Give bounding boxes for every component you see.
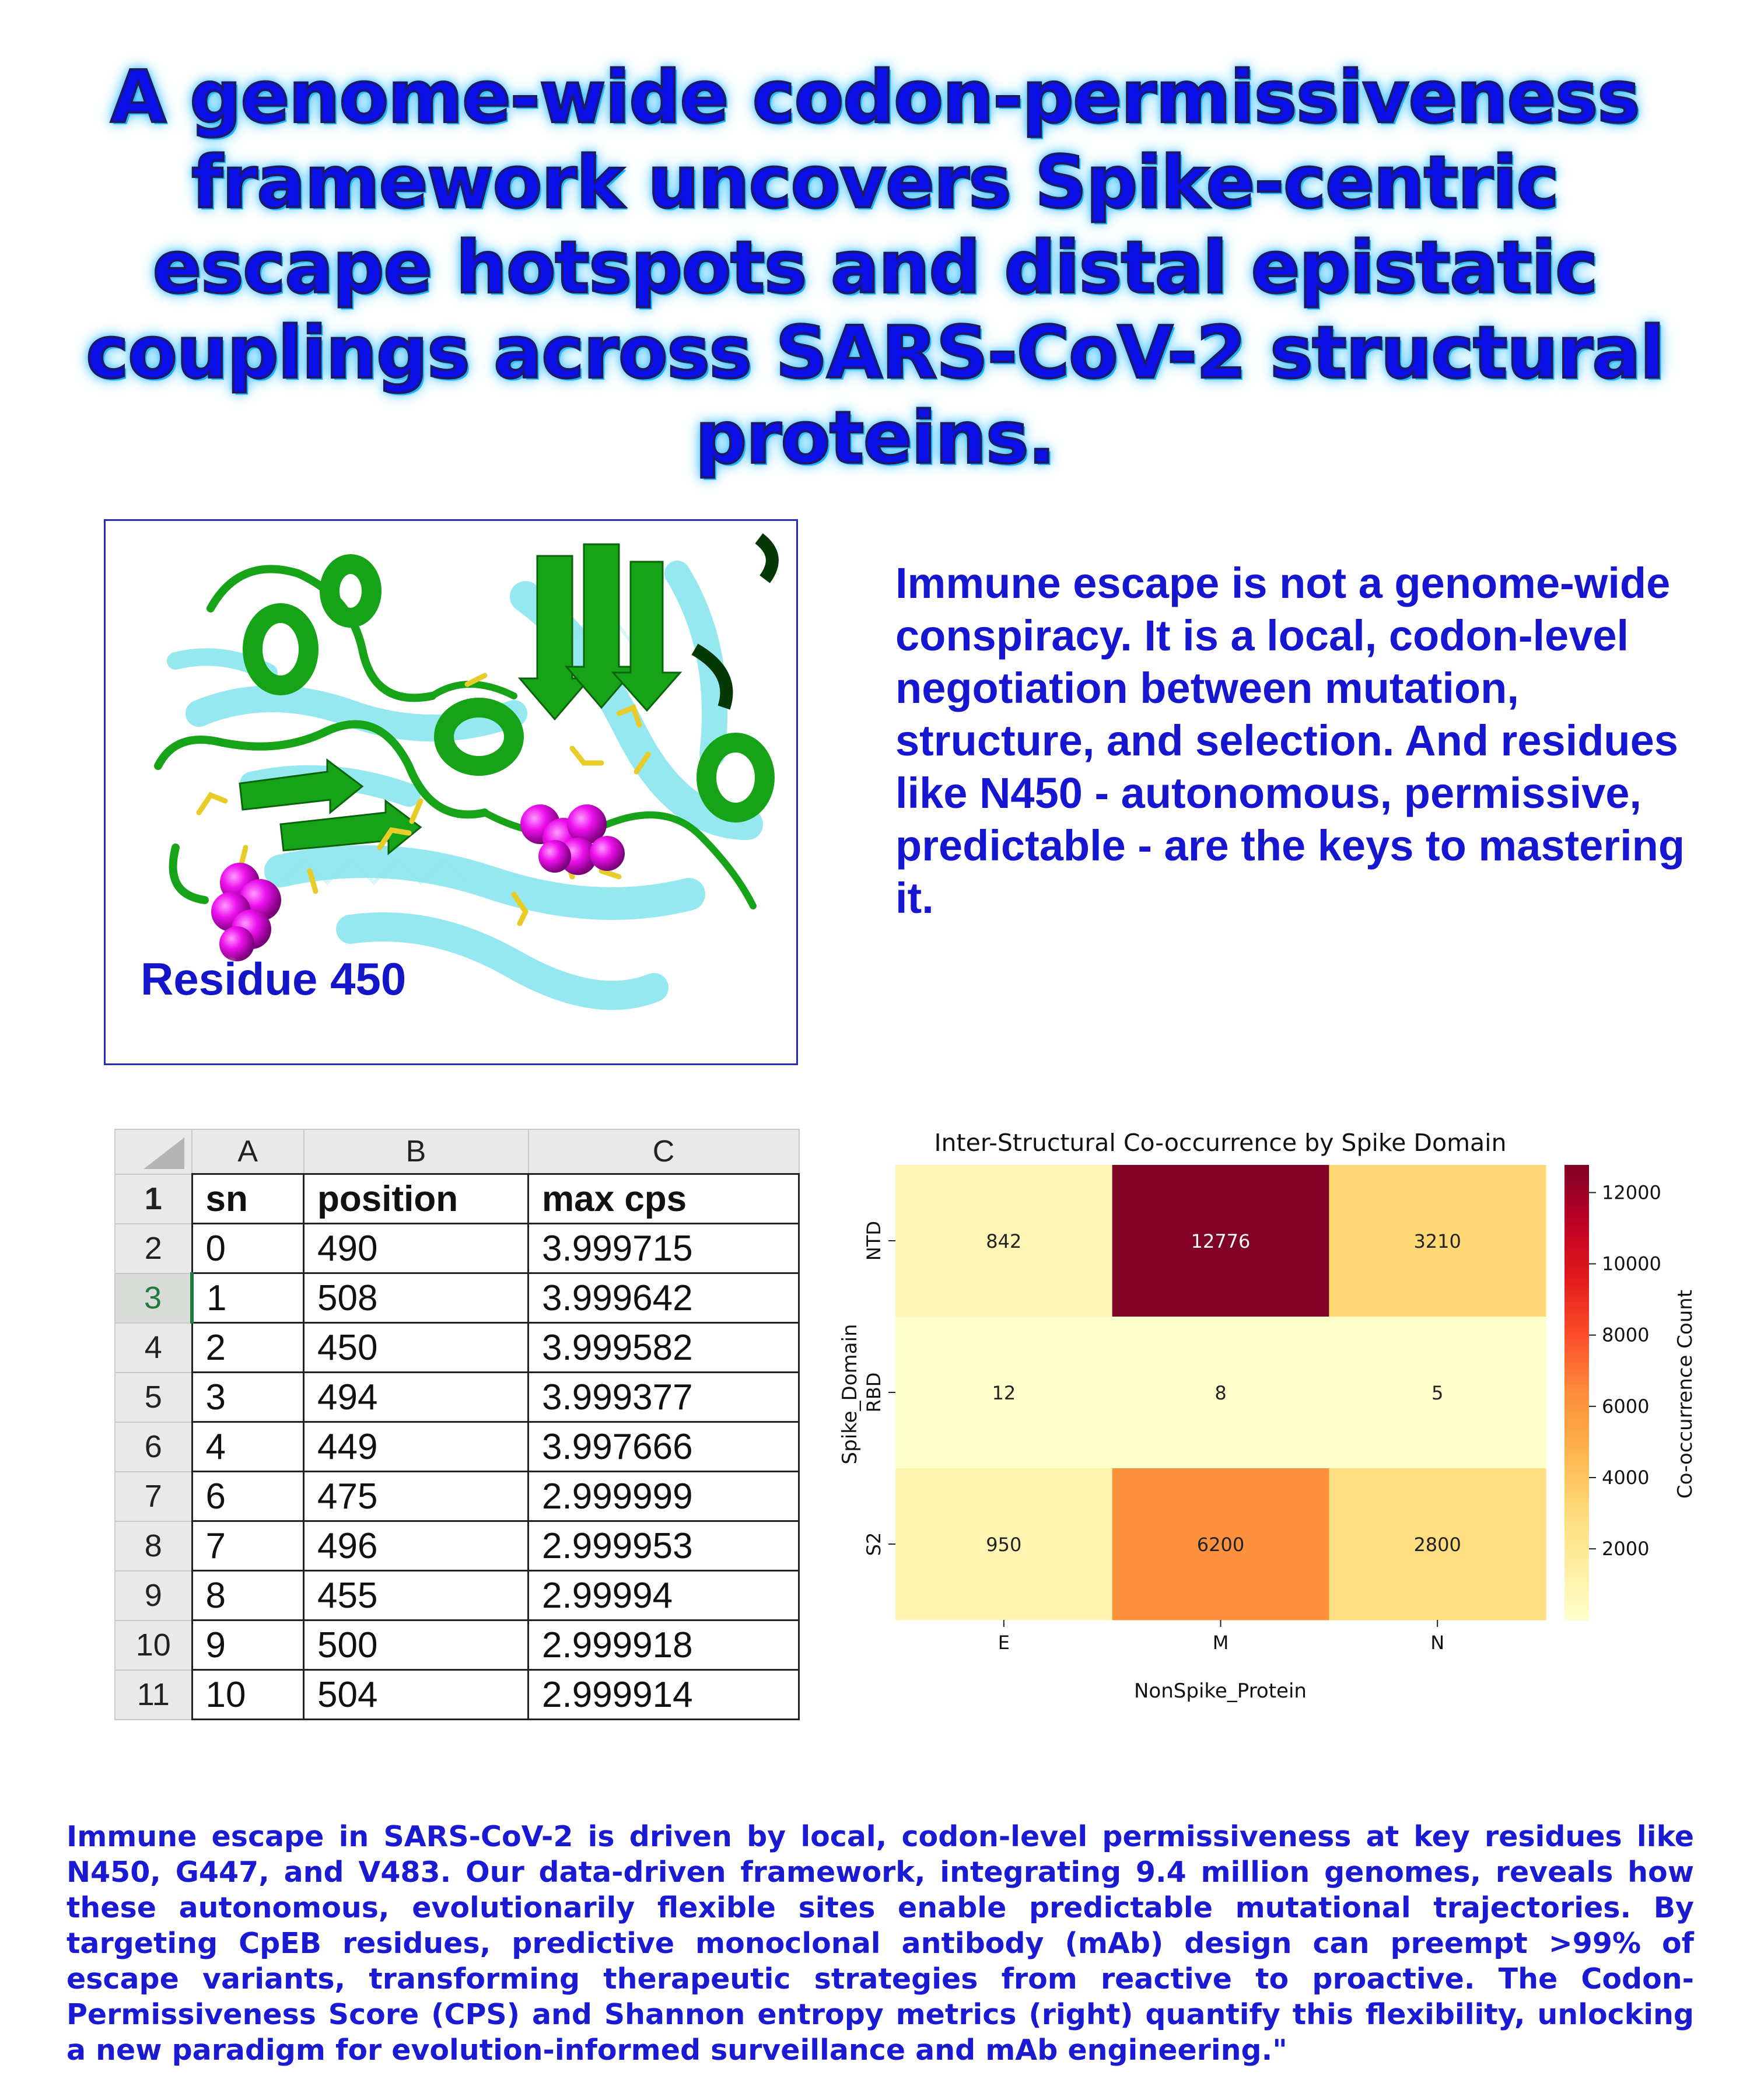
colorbar-segment [1564,1491,1589,1496]
colorbar-segment [1564,1590,1589,1594]
table-cell[interactable]: 3.999582 [528,1323,799,1373]
cell-value-label: 950 [986,1534,1022,1556]
row-number[interactable]: 9 [115,1571,192,1620]
colorbar-segment [1564,1177,1589,1181]
y-axis-label: Spike_Domain [838,1324,862,1465]
table-cell[interactable]: 2.999953 [528,1521,799,1571]
colorbar-segment [1564,1563,1589,1568]
row-number[interactable]: 7 [115,1472,192,1521]
colorbar-segment [1564,1442,1589,1447]
spreadsheet [114,1129,800,1720]
colorbar-segment [1564,1199,1589,1204]
colorbar-segment [1564,1241,1589,1245]
colorbar-segment [1564,1214,1589,1219]
colorbar-segment [1564,1446,1589,1450]
colorbar-segment [1564,1461,1589,1465]
column-header-c[interactable]: C [528,1129,799,1174]
table-cell[interactable]: 3.999715 [528,1224,799,1273]
row-number[interactable]: 1 [115,1174,192,1224]
colorbar-segment [1564,1226,1589,1230]
colorbar-segment [1564,1404,1589,1409]
colorbar-segment [1564,1237,1589,1242]
colorbar-segment [1564,1222,1589,1227]
colorbar-tick-label: 10000 [1602,1252,1661,1275]
colorbar-segment [1564,1586,1589,1591]
table-row[interactable] [115,1273,799,1323]
table-row[interactable] [115,1422,799,1472]
colorbar-segment [1564,1518,1589,1522]
colorbar-segment [1564,1248,1589,1253]
colorbar-segment [1564,1301,1589,1306]
colorbar-segment [1564,1279,1589,1283]
colorbar-segment [1564,1347,1589,1352]
colorbar-segment [1564,1306,1589,1310]
colorbar-segment [1564,1245,1589,1250]
row-number[interactable]: 2 [115,1224,192,1273]
table-cell[interactable]: 4 [192,1422,304,1472]
colorbar-segment [1564,1392,1589,1397]
row-number[interactable]: 6 [115,1422,192,1472]
colorbar-segment [1564,1359,1589,1363]
column-header-b[interactable]: B [304,1129,528,1174]
colorbar-segment [1564,1609,1589,1614]
abstract-text: Immune escape in SARS-CoV-2 is driven by local, codon-level permissiveness at key residues like N450, G447, and V483. Our data-driven framework, integrating 9.4 million genomes, reveals how these autonomous, evolutionarily flexible sites enable predictable mutational trajectories. By targeting CpEB residues, predictive monoclonal antibody (mAb) design can preempt >99% of escape variants, transforming therapeutic strategies from reactive to proactive. The Codon-Permissiveness Score (CPS) and Shannon entropy metrics (right) quantify this flexibility, unlocking a new paradigm for evolution-informed surveillance and mAb engineering." [66,1820,1694,2067]
colorbar-segment [1564,1423,1589,1427]
table-cell[interactable]: 2.999918 [528,1620,799,1670]
table-cell[interactable]: 10 [192,1670,304,1720]
protein-structure-panel [104,519,798,1065]
colorbar-segment [1564,1313,1589,1318]
colorbar-segment [1564,1354,1589,1359]
colorbar-segment [1564,1468,1589,1473]
colorbar-segment [1564,1427,1589,1432]
quote-text: Immune escape is not a genome-wide conspiracy. It is a local, codon-level negotiation between mutation, structure, and selection. And residues like N450 - autonomous, permissive, predictable - are the keys to mastering it. [895,559,1685,922]
colorbar-segment [1564,1412,1589,1416]
table-cell[interactable]: sn [192,1174,304,1224]
colorbar-segment [1564,1430,1589,1435]
colorbar-segment [1564,1275,1589,1280]
colorbar-segment [1564,1283,1589,1287]
colorbar-segment [1564,1260,1589,1265]
table-row[interactable] [115,1472,799,1521]
table-cell[interactable]: 9 [192,1620,304,1670]
colorbar-segment [1564,1601,1589,1606]
spreadsheet-table [114,1129,800,1720]
colorbar-segment [1564,1571,1589,1576]
colorbar-segment [1564,1499,1589,1503]
colorbar-segment [1564,1483,1589,1488]
colorbar-segment [1564,1488,1589,1492]
y-tick-label: RBD [863,1372,885,1413]
colorbar-segment [1564,1434,1589,1439]
colorbar-segment [1564,1218,1589,1223]
colorbar-segment [1564,1290,1589,1295]
colorbar-segment [1564,1172,1589,1177]
select-all-corner[interactable] [115,1129,192,1174]
table-cell[interactable]: 7 [192,1521,304,1571]
cell-value-label: 2800 [1413,1534,1461,1556]
colorbar-segment [1564,1605,1589,1609]
structure-label: Residue 450 [141,953,407,1005]
column-header-a[interactable]: A [192,1129,304,1174]
colorbar-segment [1564,1438,1589,1443]
row-number[interactable]: 4 [115,1323,192,1373]
colorbar-segment [1564,1298,1589,1303]
colorbar-segment [1564,1366,1589,1371]
table-cell[interactable]: 455 [304,1571,528,1620]
colorbar-segment [1564,1582,1589,1587]
colorbar-segment [1564,1578,1589,1583]
colorbar-segment [1564,1472,1589,1477]
table-cell[interactable]: 475 [304,1472,528,1521]
colorbar-tick-label: 8000 [1602,1324,1650,1346]
colorbar-segment [1564,1556,1589,1560]
table-row[interactable] [115,1521,799,1571]
colorbar-segment [1564,1525,1589,1530]
colorbar-segment [1564,1389,1589,1394]
table-cell[interactable]: 504 [304,1670,528,1720]
x-tick-label: E [998,1632,1010,1654]
colorbar-segment [1564,1169,1589,1174]
table-cell[interactable]: 494 [304,1373,528,1422]
colorbar-segment [1564,1188,1589,1192]
y-tick-label: S2 [863,1532,885,1556]
colorbar-segment [1564,1180,1589,1185]
table-cell[interactable]: 3 [192,1373,304,1422]
colorbar-segment [1564,1567,1589,1572]
colorbar-segment [1564,1233,1589,1238]
colorbar-segment [1564,1533,1589,1538]
colorbar-segment [1564,1362,1589,1367]
table-cell[interactable]: 496 [304,1521,528,1571]
colorbar-segment [1564,1343,1589,1348]
table-row[interactable] [115,1571,799,1620]
colorbar-segment [1564,1521,1589,1526]
table-row[interactable] [115,1224,799,1273]
colorbar-segment [1564,1548,1589,1553]
cell-value-label: 3210 [1413,1230,1461,1252]
row-number[interactable]: 8 [115,1521,192,1571]
colorbar-segment [1564,1264,1589,1268]
cell-value-label: 12 [992,1382,1016,1404]
colorbar-segment [1564,1339,1589,1344]
x-tick-label: N [1430,1632,1445,1654]
colorbar-segment [1564,1506,1589,1511]
table-cell[interactable]: 2.999914 [528,1670,799,1720]
colorbar-segment [1564,1286,1589,1291]
colorbar-segment [1564,1210,1589,1215]
colorbar-segment [1564,1419,1589,1424]
page-title: A genome-wide codon-permissiveness framework uncovers Spike-centric escape hotspots and distal epistatic couplings across SARS-CoV-2 structural proteins. [86,56,1664,480]
table-row[interactable] [115,1620,799,1670]
colorbar-segment [1564,1256,1589,1261]
colorbar-segment [1564,1203,1589,1208]
table-row[interactable] [115,1323,799,1373]
colorbar-segment [1564,1552,1589,1556]
table-cell[interactable]: 1 [192,1273,304,1323]
table-cell[interactable]: 450 [304,1323,528,1373]
colorbar-segment [1564,1230,1589,1234]
colorbar-segment [1564,1184,1589,1189]
colorbar-segment [1564,1536,1589,1541]
table-cell[interactable]: 449 [304,1422,528,1472]
table-cell[interactable]: position [304,1174,528,1224]
colorbar-segment [1564,1529,1589,1534]
table-cell[interactable]: 2 [192,1323,304,1373]
colorbar-segment [1564,1616,1589,1621]
colorbar-segment [1564,1503,1589,1507]
table-cell[interactable]: max cps [528,1174,799,1224]
table-cell[interactable]: 3.999642 [528,1273,799,1323]
y-tick-label: NTD [863,1220,885,1261]
colorbar-segment [1564,1324,1589,1329]
table-cell[interactable]: 6 [192,1472,304,1521]
colorbar-segment [1564,1612,1589,1617]
table-cell[interactable]: 3.999377 [528,1373,799,1422]
colorbar-segment [1564,1495,1589,1500]
cell-value-label: 6200 [1196,1534,1245,1556]
colorbar-segment [1564,1457,1589,1462]
colorbar-tick-label: 4000 [1602,1466,1650,1489]
x-axis-label: NonSpike_Protein [1134,1679,1307,1703]
colorbar-segment [1564,1544,1589,1549]
colorbar-segment [1564,1377,1589,1382]
cell-value-label: 842 [986,1230,1022,1252]
colorbar-segment [1564,1559,1589,1564]
colorbar-segment [1564,1268,1589,1272]
colorbar-segment [1564,1381,1589,1386]
colorbar-segment [1564,1415,1589,1420]
select-all-triangle-icon [133,1135,186,1170]
colorbar-segment [1564,1465,1589,1469]
colorbar-segment [1564,1597,1589,1602]
colorbar-segment [1564,1510,1589,1515]
colorbar-segment [1564,1332,1589,1336]
row-number[interactable]: 3 [115,1273,192,1323]
colorbar-tick-label: 12000 [1602,1181,1661,1204]
colorbar-segment [1564,1195,1589,1200]
heatmap-svg [822,1123,1732,1718]
colorbar-segment [1564,1192,1589,1196]
colorbar-segment [1564,1574,1589,1579]
colorbar-segment [1564,1165,1589,1170]
colorbar-segment [1564,1374,1589,1378]
colorbar-segment [1564,1408,1589,1412]
colorbar-segment [1564,1476,1589,1480]
colorbar-segment [1564,1252,1589,1257]
colorbar-segment [1564,1385,1589,1390]
colorbar-segment [1564,1317,1589,1321]
colorbar-segment [1564,1541,1589,1545]
colorbar-segment [1564,1370,1589,1374]
colorbar-tick-label: 2000 [1602,1538,1650,1560]
colorbar-segment [1564,1207,1589,1212]
colorbar-segment [1564,1514,1589,1518]
table-cell[interactable]: 500 [304,1620,528,1670]
colorbar-segment [1564,1328,1589,1333]
table-row[interactable] [115,1373,799,1422]
colorbar-segment [1564,1400,1589,1405]
table-cell[interactable]: 2.99994 [528,1571,799,1620]
cell-value-label: 12776 [1191,1230,1251,1252]
colorbar-segment [1564,1271,1589,1276]
row-number[interactable]: 5 [115,1373,192,1422]
cell-value-label: 8 [1214,1382,1227,1404]
colorbar-segment [1564,1309,1589,1314]
row-number[interactable]: 10 [115,1620,192,1670]
chart-title: Inter-Structural Co-occurrence by Spike Domain [934,1129,1507,1157]
cell-value-label: 5 [1431,1382,1444,1404]
colorbar-tick-label: 6000 [1602,1395,1650,1418]
colorbar-segment [1564,1480,1589,1485]
table-cell[interactable]: 508 [304,1273,528,1323]
table-cell[interactable]: 3.997666 [528,1422,799,1472]
colorbar-segment [1564,1294,1589,1298]
x-tick-label: M [1212,1632,1229,1654]
colorbar-segment [1564,1321,1589,1325]
colorbar-segment [1564,1594,1589,1598]
colorbar-segment [1564,1351,1589,1356]
table-cell[interactable]: 0 [192,1224,304,1273]
table-row[interactable] [115,1670,799,1720]
colorbar-label: Co-occurrence Count [1674,1289,1697,1499]
table-cell[interactable]: 8 [192,1571,304,1620]
colorbar-segment [1564,1450,1589,1454]
colorbar-segment [1564,1453,1589,1458]
colorbar-segment [1564,1396,1589,1401]
table-cell[interactable]: 490 [304,1224,528,1273]
colorbar-segment [1564,1336,1589,1340]
row-number[interactable]: 11 [115,1670,192,1720]
heatmap-chart [822,1123,1732,1718]
table-cell[interactable]: 2.999999 [528,1472,799,1521]
